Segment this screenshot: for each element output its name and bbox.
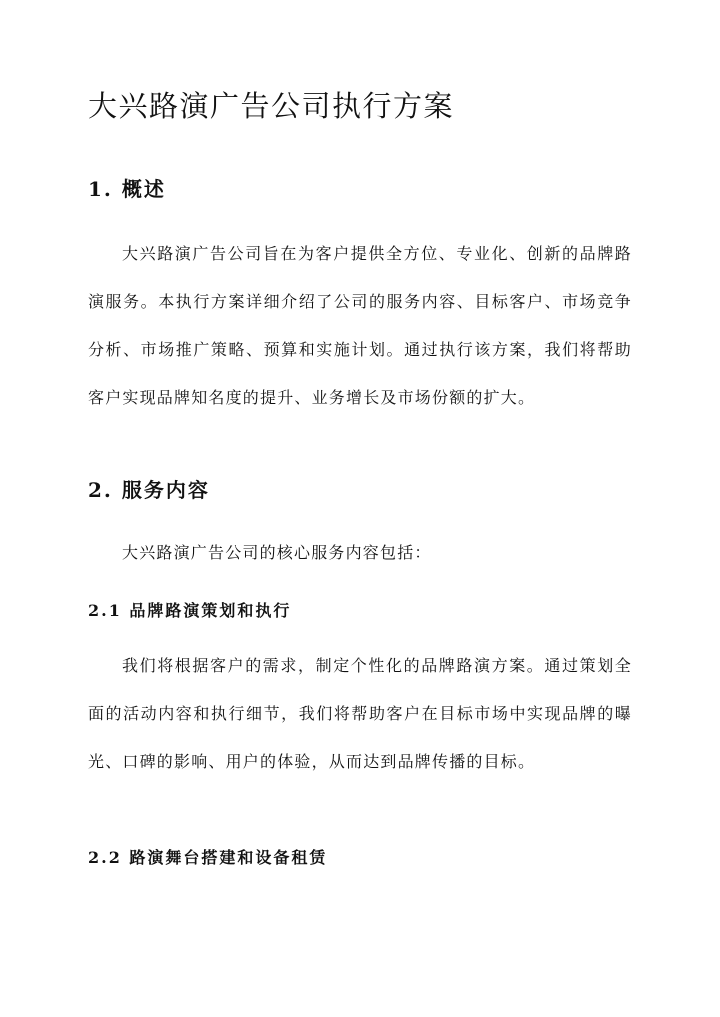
subsection-heading-brand-roadshow: 2.1 品牌路演策划和执行 xyxy=(88,601,292,620)
brand-roadshow-paragraph: 我们将根据客户的需求，制定个性化的品牌路演方案。通过策划全面的活动内容和执行细节，我们将帮助客户在目标市场中实现品牌的曝光、口碑的影响、用户的体验，从而达到品牌传播的目标。 xyxy=(88,656,632,771)
services-intro-paragraph: 大兴路演广告公司的核心服务内容包括： xyxy=(122,543,432,562)
section-heading-overview: 1. 概述 xyxy=(88,177,166,201)
overview-paragraph: 大兴路演广告公司旨在为客户提供全方位、专业化、创新的品牌路演服务。本执行方案详细介绍了公司的服务内容、目标客户、市场竞争分析、市场推广策略、预算和实施计划。通过执行该方案，我们将帮助客户实现品牌知名度的提升、业务增长及市场份额的扩大。 xyxy=(88,244,632,407)
document-title: 大兴路演广告公司执行方案 xyxy=(88,89,455,123)
subsection-heading-stage-equipment: 2.2 路演舞台搭建和设备租赁 xyxy=(88,848,328,867)
section-heading-services: 2. 服务内容 xyxy=(88,478,210,502)
